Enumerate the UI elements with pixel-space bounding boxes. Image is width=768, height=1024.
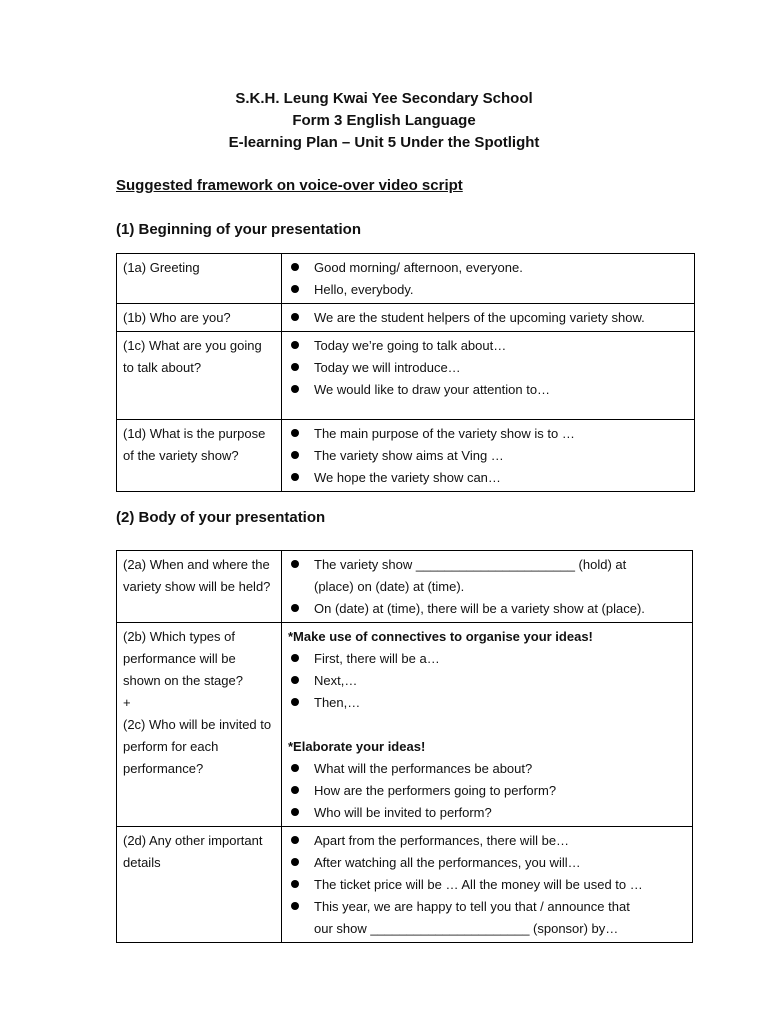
question-cell: (1d) What is the purpose of the variety show? bbox=[117, 420, 282, 492]
bullet-icon bbox=[288, 335, 314, 357]
table-row bbox=[117, 254, 695, 304]
course-name: Form 3 English Language bbox=[292, 112, 476, 129]
bullet-icon bbox=[288, 379, 314, 401]
section1-title: (1) Beginning of your presentation bbox=[116, 221, 362, 238]
answer-cell bbox=[282, 304, 695, 332]
section2-table bbox=[116, 550, 693, 943]
bullet-item: The variety show ______________________ (hold) at bbox=[288, 554, 686, 576]
question-2b: (2b) Which types of performance will be shown on the stage? bbox=[123, 629, 243, 688]
bullet-item: The variety show aims at Ving … bbox=[288, 445, 688, 467]
bullet-icon bbox=[288, 758, 314, 780]
bullet-item: Today we’re going to talk about… bbox=[288, 335, 688, 357]
bullet-icon bbox=[288, 257, 314, 279]
bullet-item: First, there will be a… bbox=[288, 648, 686, 670]
table-row bbox=[117, 420, 695, 492]
bullet-icon bbox=[288, 467, 314, 489]
bullet-icon bbox=[288, 692, 314, 714]
bullet-item: Apart from the performances, there will be… bbox=[288, 830, 686, 852]
school-name: S.K.H. Leung Kwai Yee Secondary School bbox=[235, 90, 533, 107]
bullet-item: Then,… bbox=[288, 692, 686, 714]
bullet-item: This year, we are happy to tell you that / announce that bbox=[288, 896, 686, 918]
bullet-icon bbox=[288, 852, 314, 874]
question-cell: (2d) Any other important details bbox=[117, 827, 282, 943]
bullet-icon bbox=[288, 780, 314, 802]
bullet-item: Good morning/ afternoon, everyone. bbox=[288, 257, 688, 279]
bullet-icon bbox=[288, 357, 314, 379]
bullet-icon bbox=[288, 307, 314, 329]
table-row bbox=[117, 623, 693, 827]
bullet-icon bbox=[288, 802, 314, 824]
bullet-icon bbox=[288, 445, 314, 467]
question-cell: (1b) Who are you? bbox=[117, 304, 282, 332]
bullet-icon bbox=[288, 279, 314, 301]
answer-cell bbox=[282, 254, 695, 304]
answer-cell bbox=[282, 827, 693, 943]
answer-cell bbox=[282, 623, 693, 827]
table-row bbox=[117, 827, 693, 943]
answer-cell bbox=[282, 551, 693, 623]
bullet-item: Hello, everybody. bbox=[288, 279, 688, 301]
question-cell: (2a) When and where the variety show will be held? bbox=[117, 551, 282, 623]
question-cell: (1c) What are you going to talk about? bbox=[117, 332, 282, 420]
bullet-icon bbox=[288, 648, 314, 670]
bullet-item: We would like to draw your attention to… bbox=[288, 379, 688, 401]
table-row bbox=[117, 332, 695, 420]
bullet-item: Who will be invited to perform? bbox=[288, 802, 686, 824]
blank-line bbox=[288, 714, 686, 736]
elaborate-note: *Elaborate your ideas! bbox=[288, 739, 426, 754]
framework-title: Suggested framework on voice-over video script bbox=[116, 177, 463, 194]
question-cell: (1a) Greeting bbox=[117, 254, 282, 304]
bullet-item: Today we will introduce… bbox=[288, 357, 688, 379]
connectives-note: *Make use of connectives to organise your ideas! bbox=[288, 629, 593, 644]
document-header bbox=[0, 88, 768, 154]
bullet-icon bbox=[288, 830, 314, 852]
bullet-icon bbox=[288, 670, 314, 692]
bullet-item: After watching all the performances, you will… bbox=[288, 852, 686, 874]
section1-table bbox=[116, 253, 695, 492]
bullet-icon bbox=[288, 423, 314, 445]
section2-title: (2) Body of your presentation bbox=[116, 509, 326, 526]
bullet-icon bbox=[288, 554, 314, 576]
bullet-continuation: our show ______________________ (sponsor) by… bbox=[314, 921, 619, 936]
bullet-item: We hope the variety show can… bbox=[288, 467, 688, 489]
bullet-item: What will the performances be about? bbox=[288, 758, 686, 780]
plus-sign: + bbox=[123, 695, 131, 710]
question-cell bbox=[117, 623, 282, 827]
bullet-continuation: (place) on (date) at (time). bbox=[314, 579, 465, 594]
question-2c: (2c) Who will be invited to perform for each performance? bbox=[123, 717, 272, 776]
bullet-item: The main purpose of the variety show is to … bbox=[288, 423, 688, 445]
bullet-icon bbox=[288, 896, 314, 918]
table-row bbox=[117, 304, 695, 332]
table-row bbox=[117, 551, 693, 623]
bullet-item: Next,… bbox=[288, 670, 686, 692]
bullet-item: How are the performers going to perform? bbox=[288, 780, 686, 802]
bullet-item: We are the student helpers of the upcoming variety show. bbox=[288, 307, 688, 329]
bullet-item: The ticket price will be … All the money will be used to … bbox=[288, 874, 686, 896]
bullet-icon bbox=[288, 874, 314, 896]
plan-title: E-learning Plan – Unit 5 Under the Spotlight bbox=[228, 134, 540, 151]
answer-cell bbox=[282, 332, 695, 420]
bullet-item: On (date) at (time), there will be a variety show at (place). bbox=[288, 598, 686, 620]
answer-cell bbox=[282, 420, 695, 492]
bullet-icon bbox=[288, 598, 314, 620]
